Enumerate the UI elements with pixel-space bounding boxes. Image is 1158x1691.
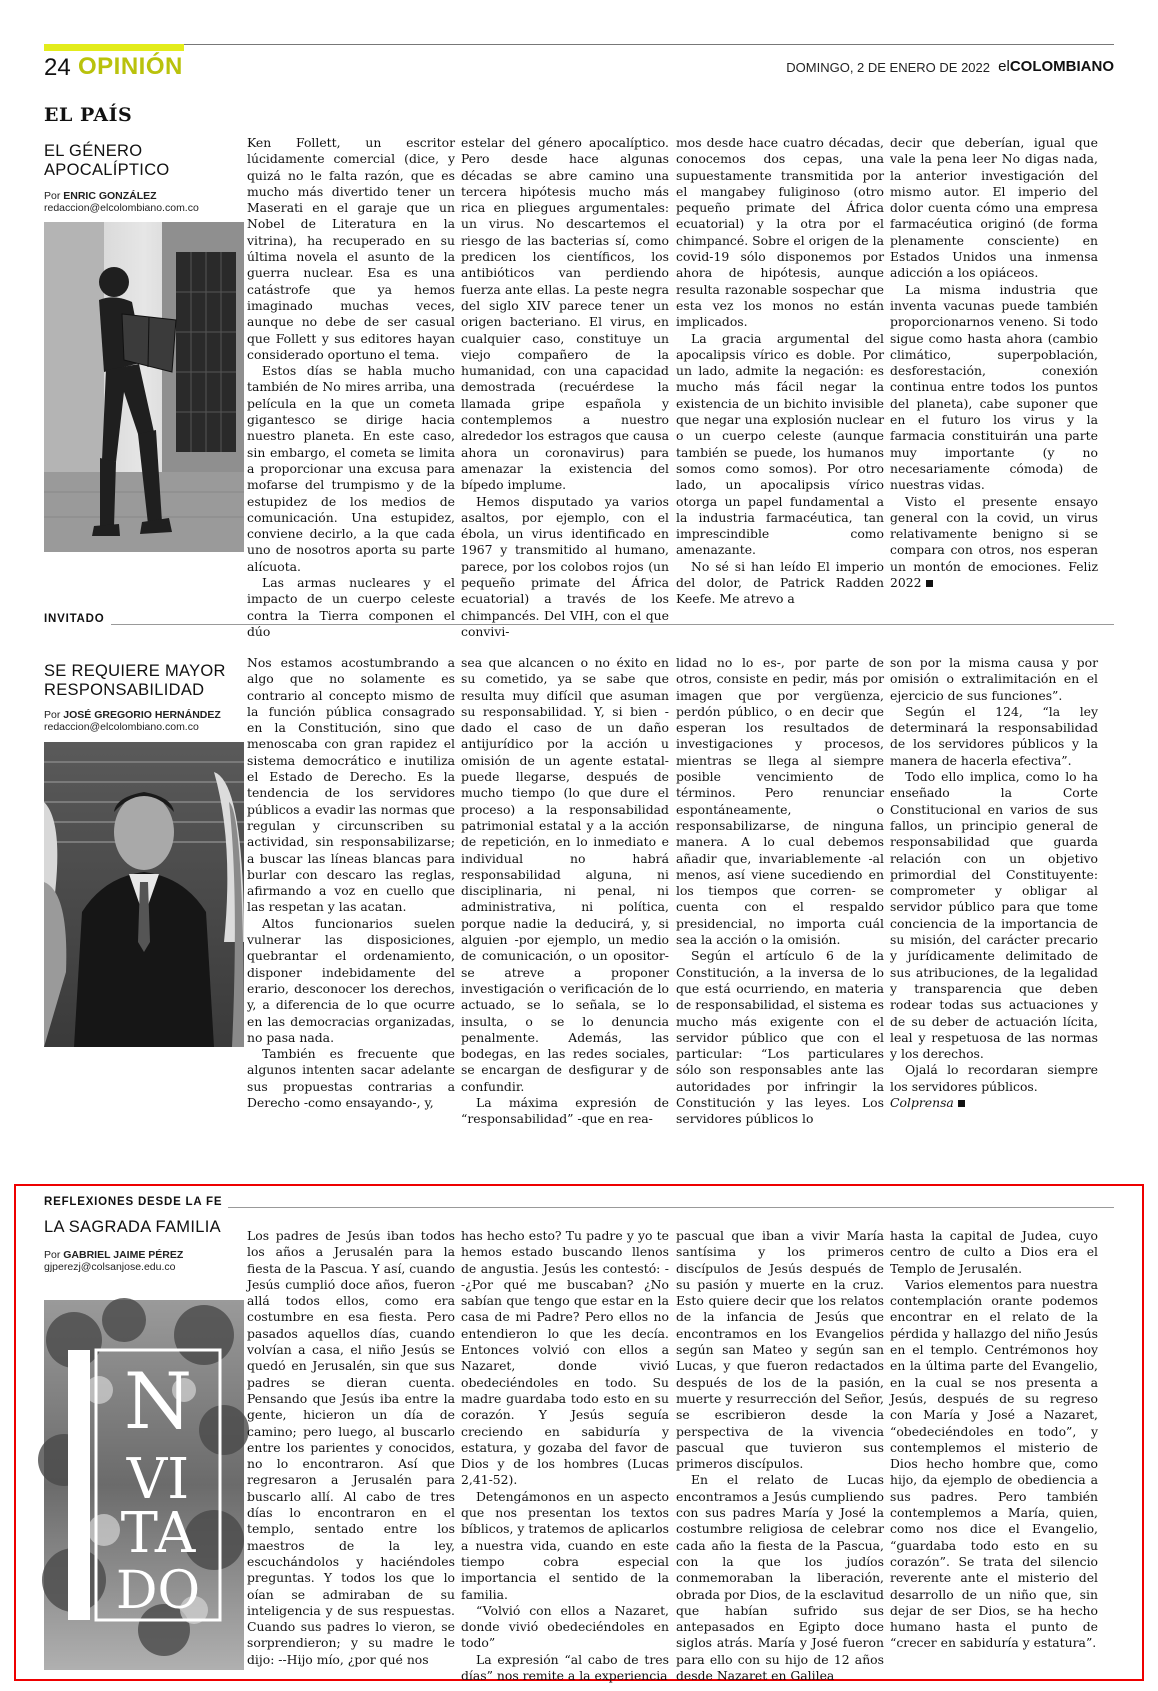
article2-column-1 — [247, 655, 455, 1111]
article3-headline: LA SAGRADA FAMILIA — [44, 1218, 221, 1236]
page-number: 24 — [44, 54, 71, 81]
author-email: gjperezj@colsanjose.edu.co — [44, 1261, 176, 1273]
paragraph: decir que deberían, igual que vale la pena leer No digas nada, la anterior investigación del mismo autor. El imperio del dolor cuenta cómo una empresa farmacéutica originó (de forma plenamente consciente) en Estados Unidos una inmensa adicción a los opiáceos. — [890, 135, 1098, 281]
signature-line — [890, 1095, 1098, 1111]
svg-text:N: N — [123, 1357, 193, 1447]
article3-column-3 — [676, 1228, 884, 1684]
byline-prefix: Por — [44, 709, 61, 721]
paragraph: Hemos disputado ya varios asaltos, por ejemplo, con el ébola, un virus identificado en 1967 y transmitido al humano, parece, por los colobos rojos (un pequeño primate del África ecuatorial) a través de los chimpancés. Del VIH, con el que convivi- — [461, 493, 669, 639]
article3-column-1 — [247, 1228, 455, 1673]
closing-paragraph-text: Visto el presente ensayo general con la covid, un virus relativamente benigno si se compara con otros, nos esperan un montón de emociones. Feliz 2022 — [890, 493, 1098, 591]
article3-column-4 — [890, 1228, 1098, 1673]
paragraph: No sé si han leído El imperio del dolor, de Patrick Radden Keefe. Me atrevo a — [676, 558, 884, 607]
paragraph: Detengámonos en un aspecto que nos presentan los textos bíblicos, y tratemos de aplicarlos a nuestra vida, cuando en este tiempo cobra especial importancia el sentido de la familia. — [461, 1488, 669, 1602]
brand-name: COLOMBIANO — [1009, 58, 1114, 75]
author-name: GABRIEL JAIME PÉREZ — [63, 1249, 184, 1261]
article2-kicker — [44, 613, 111, 625]
pull-quote: “Volvió con ellos a Nazaret, donde vivió obedeciéndoles en todo” — [461, 1602, 669, 1651]
bronze-statue-reading-newspaper-photo — [44, 222, 244, 552]
svg-text:DO: DO — [115, 1561, 201, 1621]
article2-byline — [44, 709, 244, 733]
paragraph: Varios elementos para nuestra contemplación orante podemos encontrar en el relato de la pérdida y hallazgo del niño Jesús en el templo. Centrémonos hoy en la última parte del Evangelio, en la cual se nos presenta a Jesús, después de su regreso con María y José a Nazaret, “obedeciéndoles en todo”, y contemplemos el misterio de Dios hecho hombre que, como hijo, da ejemplo de obediencia a sus padres. Pero también contemplemos a María, quien, como nos dice el Evangelio, “guardaba todo esto en su corazón”. Se trata del silencio reverente ante el misterio del desarrollo de un niño que, sin dejar de ser Dios, se ha hecho humano hasta el punto de “crecer en sabiduría y estatura”. — [890, 1276, 1098, 1651]
paragraph: Según el artículo 6 de la Constitución, a la inversa de lo que está ocurriendo, en materia de responsabilidad, el sistema es mucho más exigente con el servidor público que con el particular: “Los particulares sólo son responsables ante las autoridades por infringir la Constitución y las leyes. Los servidores públicos lo — [676, 948, 884, 1127]
paragraph: También es frecuente que algunos intenten sacar adelante sus propuestas contrarias a Derecho -como ensayando-, y, — [247, 1046, 455, 1111]
paragraph: Estos días se habla mucho también de No mires arriba, una película en la que un cometa gigantesco se dirige hacia nuestro planeta. En este caso, sin embargo, el cometa se limita a proporcionar una excusa para mofarse del trumpismo y de la estupidez de los medios de comunicación. Una estupidez, conviene decirlo, a la que cada uno de nosotros aporta su parte alícuota. — [247, 363, 455, 574]
article1-column-4 — [890, 135, 1098, 591]
article1-column-2 — [461, 135, 669, 639]
paragraph: La gracia argumental del apocalipsis vírico es doble. Por un lado, admite la negación: es mucho más fácil negar la existencia de un bichito invisible que negar una explosión nuclear o un cuerpo celeste (aunque también se puede, los humanos somos como somos). Por otro lado, un apocalipsis vírico otorga un papel fundamental a la industria farmacéutica, tan imprescindible como amenazante. — [676, 330, 884, 558]
paragraph: sea que alcancen o no éxito en su cometido, ya se sabe que resulta muy difícil que asuman su responsabilidad. Y, si bien -dado el caso de un daño antijurídico por la acción u omisión de un agente estatal- puede llegarse, después de mucho tiempo (lo que dure el proceso) a la responsabilidad patrimonial estatal y a la acción de repetición, en lo inmediato e individual no habrá responsabilidad alguna, ni disciplinaria, ni penal, ni administrativa, ni política, porque nadie la deducirá, y, si alguien -por ejemplo, un medio de comunicación, o un opositor- se atreve a proponer investigación o verificación de lo actuado, se lo señala, se lo insulta, o se lo denuncia penalmente. Además, las bodegas, en las redes sociales, se encargan de desfigurar y de confundir. — [461, 655, 669, 1094]
svg-text:TA: TA — [120, 1501, 196, 1566]
section-divider — [44, 624, 1114, 625]
kicker-label: REFLEXIONES DESDE LA FE — [44, 1196, 228, 1208]
kicker-label: INVITADO — [44, 613, 111, 625]
paragraph: La expresión “al cabo de tres días” nos remite a la experiencia — [461, 1651, 669, 1684]
masthead-brand — [994, 58, 1114, 76]
article2-column-2 — [461, 655, 669, 1127]
author-email: redaccion@elcolombiano.com.co — [44, 721, 199, 733]
invitado-logo-icon — [44, 1280, 244, 1670]
paragraph: Ken Follett, un escritor lúcidamente comercial (dice, y quizá no le falta razón, que es mucho más divertido tener un Maserati en el garaje que un Nobel de Literatura en la vitrina), ha recuperado en su última novela el asunto de la guerra nuclear. Esa es una catástrofe que ya hemos imaginado muchas veces, aunque no debe de ser casual que Follett y sus editores hayan considerado oportuno el tema. — [247, 135, 455, 362]
paragraph: has hecho esto? Tu padre y yo te hemos estado buscando llenos de angustia. Jesús les contestó: --¿Por qué me buscaban? ¿No sabían que tengo que estar en la casa de mi Padre? Pero ellos no entendieron lo que les decía. Entonces volvió con ellos a Nazaret, donde vivió obedeciéndoles en todo. Su madre guardaba todo esto en su corazón. Y Jesús seguía creciendo en sabiduría y estatura, y gozaba del favor de Dios y de los hombres (Lucas 2,41-52). — [461, 1228, 669, 1488]
paragraph: Nos estamos acostumbrando a algo que no solamente es contrario al concepto mismo de la función pública consagrado en la Constitución, sino que menoscaba con gran rapidez el sistema democrático e inutiliza el Estado de Derecho. Es la tendencia de los servidores públicos a evadir las normas que regulan y circunscriben su actividad, sin responsabilizarse; a buscar las líneas blancas para burlar con descaro las reglas, afirmando a voz en cuello que las respetan y las acatan. — [247, 655, 455, 915]
section-color-bar — [44, 44, 184, 51]
article2-column-4 — [890, 655, 1098, 1111]
article2-headline: SE REQUIERE MAYOR RESPONSABILIDAD — [44, 662, 226, 699]
paragraph: La máxima expresión de “responsabilidad” -que en rea- — [461, 1095, 669, 1127]
author-name: JOSÉ GREGORIO HERNÁNDEZ — [63, 709, 221, 721]
article3-kicker — [44, 1196, 228, 1208]
paragraph: Según el 124, “la ley determinará la responsabilidad de los servidores públicos y la manera de hacerla efectiva”. — [890, 703, 1098, 768]
end-mark-icon — [958, 1100, 965, 1107]
paragraph: Altos funcionarios suelen vulnerar las disposiciones, quebrantar el ordenamiento, disponer indebidamente del erario, desconocer los derechos, y, a diferencia de lo que ocurre en las democracias organizadas, no pasa nada. — [247, 915, 455, 1045]
paragraph — [890, 494, 1098, 592]
byline-prefix: Por — [44, 190, 61, 202]
article1-column-1 — [247, 135, 455, 639]
paragraph: En el relato de Lucas encontramos a Jesús cumpliendo con sus padres María y José la costumbre religiosa de celebrar cada año la fiesta de la Pascua, con la que los judíos conmemoraban la liberación, obrada por Dios, de la esclavitud que habían sufrido sus antepasados en Egipto doce siglos atrás. María y José fueron para ello con su hijo de 12 años desde Nazaret en Galilea — [676, 1472, 884, 1684]
brand-prefix: el — [998, 58, 1010, 75]
paragraph: estelar del género apocalíptico. Pero desde hace algunas décadas se abre camino una tercera hipótesis mucho más rica en pliegues argumentales: un virus. No descartemos el riesgo de las bacterias sí, como predicen los científicos, los antibióticos van perdiendo fuerza ante ellas. La peste negra del siglo XIV parece tener un origen bacteriano. El virus, en cualquier caso, constituye un viejo compañero de la humanidad, con una capacidad demostrada (recuérdese la llamada gripe española y contemplemos a nuestro alrededor los estragos que causa ahora un coronavirus) para amenazar la existencia del bípedo implume. — [461, 135, 669, 493]
issue-date: DOMINGO, 2 DE ENERO DE 2022 — [786, 60, 990, 75]
article2-column-3 — [676, 655, 884, 1127]
article3-column-2 — [461, 1228, 669, 1684]
byline-prefix: Por — [44, 1249, 61, 1261]
article1-byline — [44, 190, 244, 214]
end-mark-icon — [926, 580, 933, 587]
article1-kicker: EL PAÍS — [44, 104, 133, 126]
paragraph: pascual que iban a vivir María santísima y los primeros discípulos de Jesús después de su pasión y muerte en la cruz. Esto quiere decir que los relatos de la infancia de Jesús que encontramos en los Evangelios según san Mateo y según san Lucas, y que fueron redactados después de los de la pasión, muerte y resurrección del Señor, se escribieron desde la perspectiva de la vivencia pascual que tuvieron sus primeros discípulos. — [676, 1228, 884, 1472]
svg-text:VI: VI — [126, 1447, 190, 1512]
paragraph: mos desde hace cuatro décadas, conocemos dos cepas, una supuestamente transmitida por el mangabey fuliginoso (otro pequeño primate del África ecuatorial) y la otra por el chimpancé. Sobre el origen de la covid-19 sólo disponemos por ahora de hipótesis, aunque resulta razonable sospechar que esta vez los monos no están implicados. — [676, 135, 884, 330]
paragraph: Las armas nucleares y el impacto de un cuerpo celeste contra la Tierra componen el dúo — [247, 575, 455, 639]
paragraph: son por la misma causa y por omisión o extralimitación en el ejercicio de sus funciones”. — [890, 655, 1098, 703]
header-rule — [44, 44, 1114, 45]
signature: Colprensa — [890, 1095, 954, 1111]
paragraph: La misma industria que inventa vacunas puede también proporcionarnos veneno. Si todo sigue como hasta ahora (cambio climático, superpoblación, desforestación, conexión continua entre todos los puntos del planeta), cabe suponer que en el futuro los virus y la farmacia constituirán una parte muy importante (y no necesariamente cómoda) de nuestras vidas. — [890, 281, 1098, 493]
paragraph: Los padres de Jesús iban todos los años a Jerusalén para la fiesta de la Pascua. Y así, cuando Jesús cumplió doce años, fueron allá todos ellos, como era costumbre en esa fiesta. Pero pasados aquellos días, cuando volvían a casa, el niño Jesús se quedó en Jerusalén, sin que sus padres se dieran cuenta. Pensando que Jesús iba entre la gente, hicieron un día de camino; pero luego, al buscarlo entre los parientes y conocidos, no lo encontraron. Así que regresaron a Jerusalén para buscarlo allí. Al cabo de tres días lo encontraron en el templo, sentado entre los maestros de la ley, escuchándolos y haciéndoles preguntas. Y todos los que lo oían se admiraban de su inteligencia y de sus respuestas. Cuando sus padres lo vieron, se sorprendieron; y su madre le dijo: --Hijo mío, ¿por qué nos — [247, 1228, 455, 1667]
paragraph: lidad no lo es-, por parte de otros, consiste en pedir, más por imagen que por vergüenza, perdón público, o en decir que esperan los resultados de investigaciones y procesos, mientras se llega al siempre posible vencimiento de términos. Pero renunciar espontáneamente, o responsabilizarse, de ninguna manera. A lo cual debemos añadir que, invariablemente -al menos, así viene sucediendo en los tiempos que corren- se cuenta con el respaldo presidencial, no importa cuál sea la acción o la omisión. — [676, 655, 884, 948]
author-portrait-with-flags-photo — [44, 742, 244, 1047]
article1-headline: EL GÉNERO APOCALÍPTICO — [44, 142, 170, 179]
article1-column-3 — [676, 135, 884, 607]
author-email: redaccion@elcolombiano.com.co — [44, 202, 199, 214]
author-name: ENRIC GONZÁLEZ — [63, 190, 157, 202]
section-title: OPINIÓN — [78, 53, 183, 80]
paragraph: Ojalá lo recordaran siempre los servidores públicos. — [890, 1062, 1098, 1094]
paragraph: hasta la capital de Judea, cuyo centro de culto a Dios era el Templo de Jerusalén. — [890, 1228, 1098, 1276]
paragraph: Todo ello implica, como lo ha enseñado la Corte Constitucional en varios de sus fallos, un principio general de responsabilidad que guarda relación con un objetivo primordial del Constituyente: comprometer y obligar al servidor público para que tome conciencia de la importancia de su misión, del carácter precario y jurídicamente delimitado de sus atribuciones, de la legalidad y transparencia que deben rodear todas sus actuaciones y de su deber de actuación lícita, leal y respetuosa de las normas y los derechos. — [890, 769, 1098, 1062]
article3-byline — [44, 1249, 244, 1273]
